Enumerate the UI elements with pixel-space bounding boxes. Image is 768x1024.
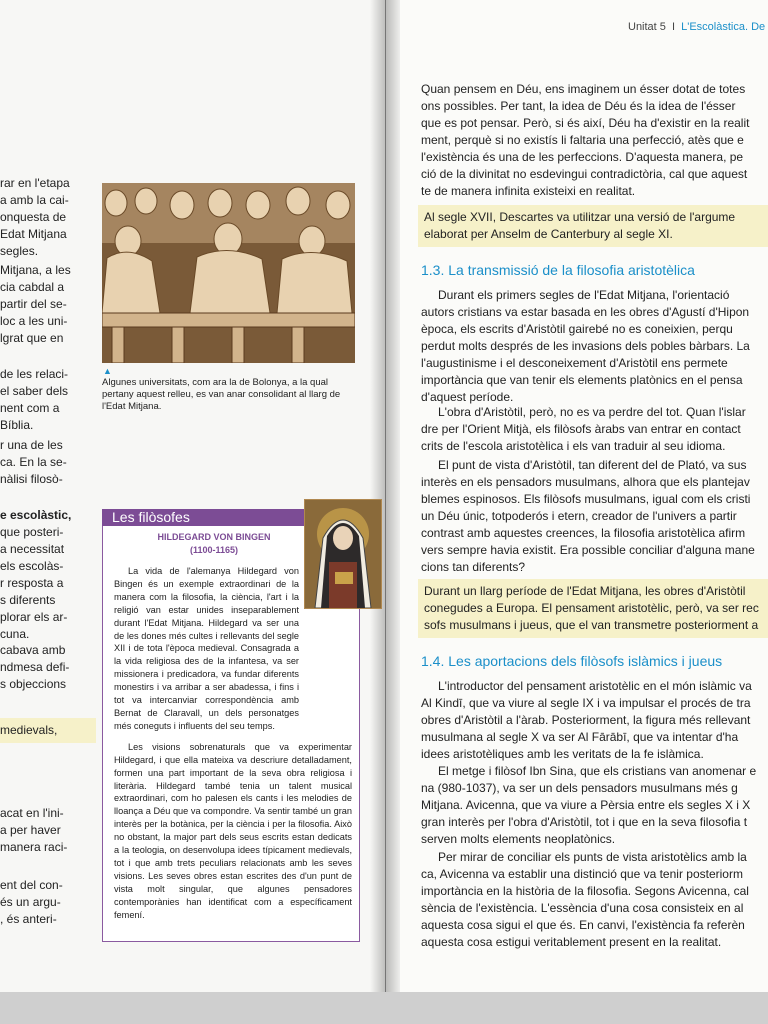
left-highlight-fragment: medievals, — [0, 718, 96, 743]
bologna-relief-image — [102, 183, 355, 363]
philosopher-name: HILDEGARD VON BINGEN (1100-1165) — [157, 532, 271, 555]
section-heading-1-3: 1.3. La transmissió de la filosofia aristotèlica — [421, 262, 695, 278]
section-1-3-paragraph-2: L'obra d'Aristòtil, però, no es va perdre del tot. Quan l'islar dre per l'Orient Mitjà, els filòsofs àrabs van entrar en contact crits de l'escola aristotèlica i els van traduir al seu idioma. — [421, 405, 746, 453]
section-1-4-paragraph-2: El metge i filòsof Ibn Sina, que els cristians van anomenar e na (980-1037), va ser un dels pensadors musulmans més g Mitjana. Avicenna, que va viure a Pèrsia entre els segles X i X gran interès per l'obra d'Aristòtil, tot i que en la seva filosofia t serven molts elements neoplatònics. — [421, 764, 757, 846]
section-1-4-paragraph-1: L'introductor del pensament aristotèlic en el món islàmic va Al Kindī, que va viure al segle IX i va impulsar el procés de tra obres d'Aristòtil a l'àrab. Posteriorment, la figura més rellevant musulmana al segle X va ser Al Fārābī, que va intentar d'ha idees aristotèliques amb les veritats de la fe islàmica. — [421, 679, 752, 761]
photo-caption: Algunes universitats, com ara la de Bolonya, a la qual pertany aquest relleu, es van anar consolidant al llarg de l'Edat Mitjana. — [102, 377, 341, 412]
left-text-fragment-8: ent del con- és un argu- , és anteri- — [0, 878, 63, 926]
highlight-box-aristotle: Durant un llarg període de l'Edat Mitjana, les obres d'Aristòtil conegudes a Europa. El pensament aristotèlic, però, va ser rec sofs musulmans i jueus, que el van transmetre posteriorment a — [418, 579, 768, 638]
running-head: Unitat 5 I L'Escolàstica. De — [628, 21, 766, 33]
left-text-fragment-3: de les relaci- el saber dels nent com a Bíblia. — [0, 367, 69, 432]
caption-triangle-icon: ▲ — [103, 366, 112, 376]
left-text-fragment-2: Mitjana, a les cia cabdal a partir del se- loc a les uni- lgrat que en — [0, 263, 71, 345]
section-heading-1-4: 1.4. Les aportacions dels filòsofs islàmics i jueus — [421, 653, 723, 669]
scan-background — [0, 992, 768, 1024]
left-text-fragment-4: r una de les ca. En la se- nàlisi filosò- — [0, 438, 67, 486]
left-text-fragment-7: acat en l'ini- a per haver manera raci- — [0, 806, 68, 854]
section-1-3-paragraph-3: El punt de vista d'Aristòtil, tan diferent del de Plató, va sus interès en els pensadors musulmans, alhora que els plantejav blemes espinosos. Els filòsofs musulmans, igual com els cristi un Déu únic, totpoderós i etern, creador de l'univers a partir contrast amb aquestes creences, la filosofia aristotèlica afirm vers sempre havia existit. Era possible conciliar d'alguna mane cions tan diferents? — [421, 458, 755, 574]
box-paragraph-2: Les visions sobrenaturals que va experimentar Hildegard, i que ella mateixa va descriure detalladament, formen una part important de la seva obra religiosa i literària. Hildegard també tenia un talent musical extraordinari, com ho palesen els cants i les melodies de lloança a Déu que va compondre. Va sentir també un gran interès per la botànica, per la ciència i per la filosofia. Això no obstant, la major part dels seus escrits estan dedicats a la teologia, on desenvolupa idees típicament medievals, tot i que amb trets peculiars relacionats amb les seves visions. Les seves obres estan escrites des d'un punt de vista molt singular, que algunes pensadores contemporànies han identificat com a específicament femení. — [114, 741, 352, 920]
section-1-3-paragraph-1: Durant els primers segles de l'Edat Mitjana, l'orientació autors cristians va estar basada en les obres d'Agustí d'Hipon època, els escrits d'Aristòtil gairebé no es coneixien, perqu perdut molts després de les invasions dels pobles bàrbars. La l'augustinisme i el desconeixement d'Aristòtil ens permete importància que van tenir els elements platònics en el pensa d'aquest període. — [421, 288, 750, 404]
left-text-fragment-5: e escolàstic, que posteri- a necessitat els escolàs- r resposta a s diferents plorar els ar- cuna. — [0, 508, 72, 641]
left-text-fragment-6: cabava amb ndmesa defi- s objeccions — [0, 643, 70, 691]
right-intro-paragraph: Quan pensem en Déu, ens imaginem un ésser dotat de totes ons possibles. Per tant, la idea de Déu és la idea de l'ésser que es pot pensar. Però, si és així, Déu ha d'existir en la realit ment, perquè si no existís li faltaria una perfecció, atès que e l'existència és una de les perfeccions. D'aquesta manera, pe ció de la divinitat no esdevingui contradictòria, cal que aquest te de manera infinita existeixi en realitat. — [421, 82, 750, 198]
highlight-box-descartes: Al segle XVII, Descartes va utilitzar una versió de l'argume elaborat per Anselm de Canterbury al segle XI. — [418, 205, 768, 247]
box-title: Les filòsofes — [102, 509, 305, 526]
left-text-fragment-1: rar en l'etapa a amb la cai- onquesta de Edat Mitjana segles. — [0, 176, 70, 258]
book-gutter — [370, 0, 400, 992]
box-body — [114, 565, 352, 929]
section-1-4-paragraph-3: Per mirar de conciliar els punts de vista aristotèlics amb la ca, Avicenna va establir una distinció que va tenir posteriorm importància en la història de la filosofia. Segons Avicenna, cal sència de l'existència. L'essència d'una cosa consisteix en al aquesta cosa sigui el que és. En canvi, l'existència fa referèn aquesta cosa estigui veritablement present en la realitat. — [421, 850, 749, 949]
box-paragraph-1: La vida de l'alemanya Hildegard von Bingen és un exemple extraordinari de la manera com la filosofia, la ciència, l'art i la religió van estar unides inseparablement durant l'Edat Mitjana. Hildegard va ser una de les dones més cultes i rellevants del segle XII i de tota l'època medieval. Consagrada a la vida religiosa des de la infantesa, va ser missionera i predicadora, va fundar diferents monestirs i va arribar a ser abadessa, i fins i tot va intercanviar correspondència amb Bernat de Claravall, un dels personatges més coneguts i influents del seu temps. — [114, 566, 299, 731]
